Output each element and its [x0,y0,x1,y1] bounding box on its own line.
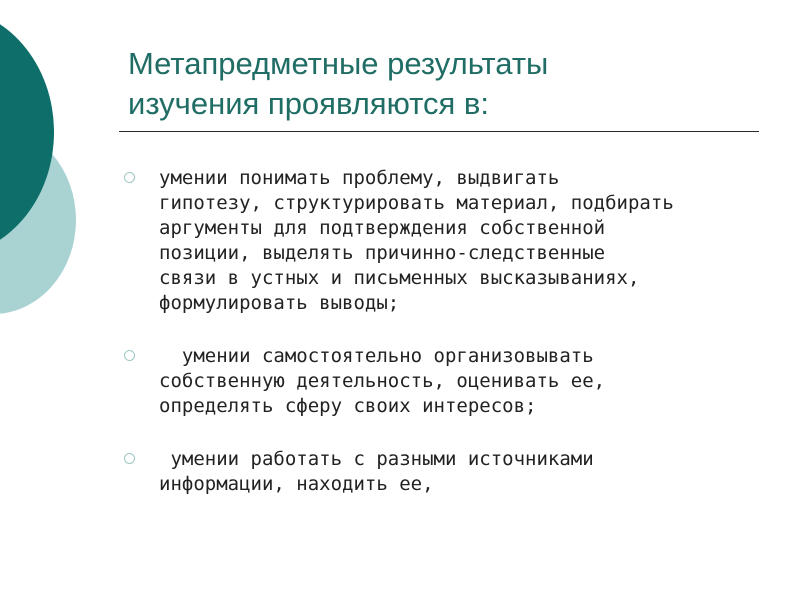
bullet-text-line: позиции, выделять причинно-следственные [159,242,606,264]
bullet-text-line: умении самостоятельно организовывать [159,345,594,367]
bullet-text-line: определять сферу своих интересов; [159,395,537,417]
slide-title [128,44,728,124]
bullet-text-line: формулировать выводы; [159,292,400,314]
bullet-text-line: умении понимать проблему, выдвигать [159,167,560,189]
bullet-item [124,447,764,497]
slide-title-line: Метапредметные результаты [128,46,549,81]
bullet-text-line: аргументы для подтверждения собственной [159,217,606,239]
title-divider [119,131,759,132]
circle-bullet-icon [124,350,135,361]
slide-title-line: изучения проявляются в: [128,86,489,121]
bullet-text-line: умении работать с разными источниками [159,448,594,470]
bullet-list [124,166,764,525]
circle-bullet-icon [124,172,135,183]
bullet-item [124,344,764,419]
bullet-text-line: информации, находить ее, [159,473,434,495]
bullet-item [124,166,764,316]
circle-bullet-icon [124,453,135,464]
bullet-text-line: собственную деятельность, оценивать ее, [159,370,606,392]
bullet-text-line: гипотезу, структурировать материал, подбирать [159,192,674,214]
bullet-text-line: связи в устных и письменных высказываниях, [159,267,640,289]
